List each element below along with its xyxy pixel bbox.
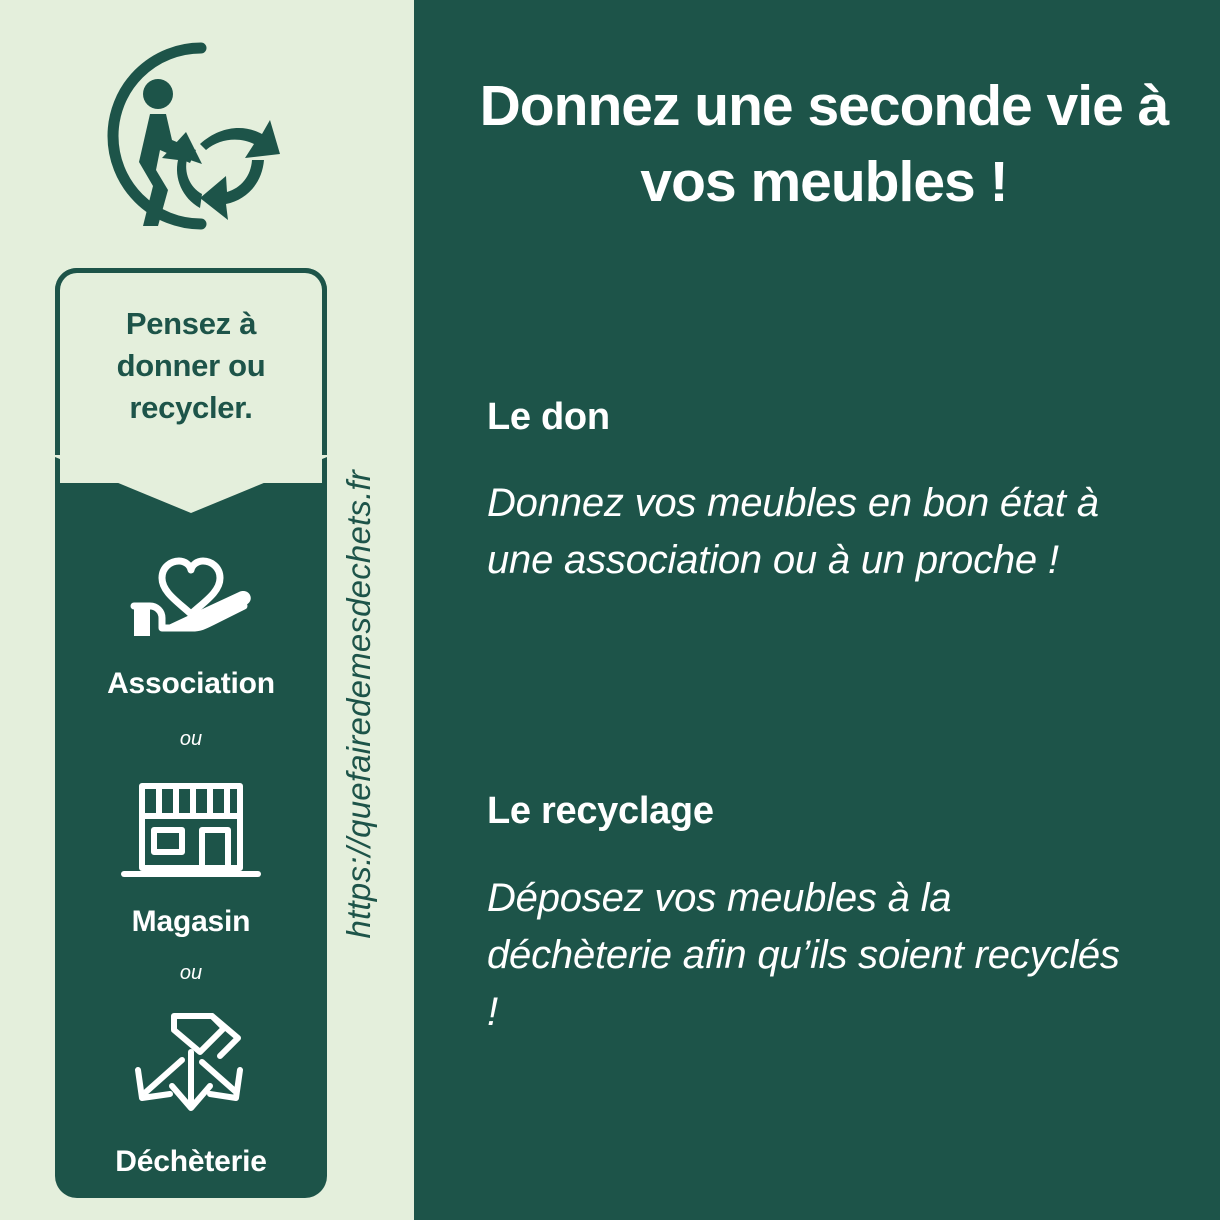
callout-line-2: donner ou [116,348,266,383]
page-title: Donnez une seconde vie à vos meubles ! [479,74,1169,214]
banner-item-label: Déchèterie [115,1145,267,1178]
callout-line-3: recycler. [129,390,253,425]
section-title-don: Le don [487,396,610,438]
section-title-recyclage: Le recyclage [487,790,714,832]
website-url[interactable]: https://quefairedemesdechets.fr [340,470,377,939]
banner-callout [55,268,327,483]
banner-item-magasin [55,778,327,939]
banner-item-label: Magasin [131,905,251,938]
banner-item-label: Association [107,667,275,700]
banner-item-association [55,540,327,701]
callout-line-1: Pensez à [125,306,257,341]
hand-heart-icon [55,540,327,655]
shop-icon [55,778,327,893]
section-body-don: Donnez vos meubles en bon état à une association ou à un proche ! [487,481,1099,582]
banner-item-dechetterie [55,1008,327,1179]
separator-or-1: ou [179,728,203,750]
section-body-recyclage: Déposez vos meubles à la déchèterie afin qu’ils soient recyclés ! [487,876,1120,1034]
callout-notch [55,455,327,515]
separator-or-2: ou [179,962,203,984]
recycling-center-icon [55,1008,327,1133]
person-recycling-logo [88,32,312,240]
